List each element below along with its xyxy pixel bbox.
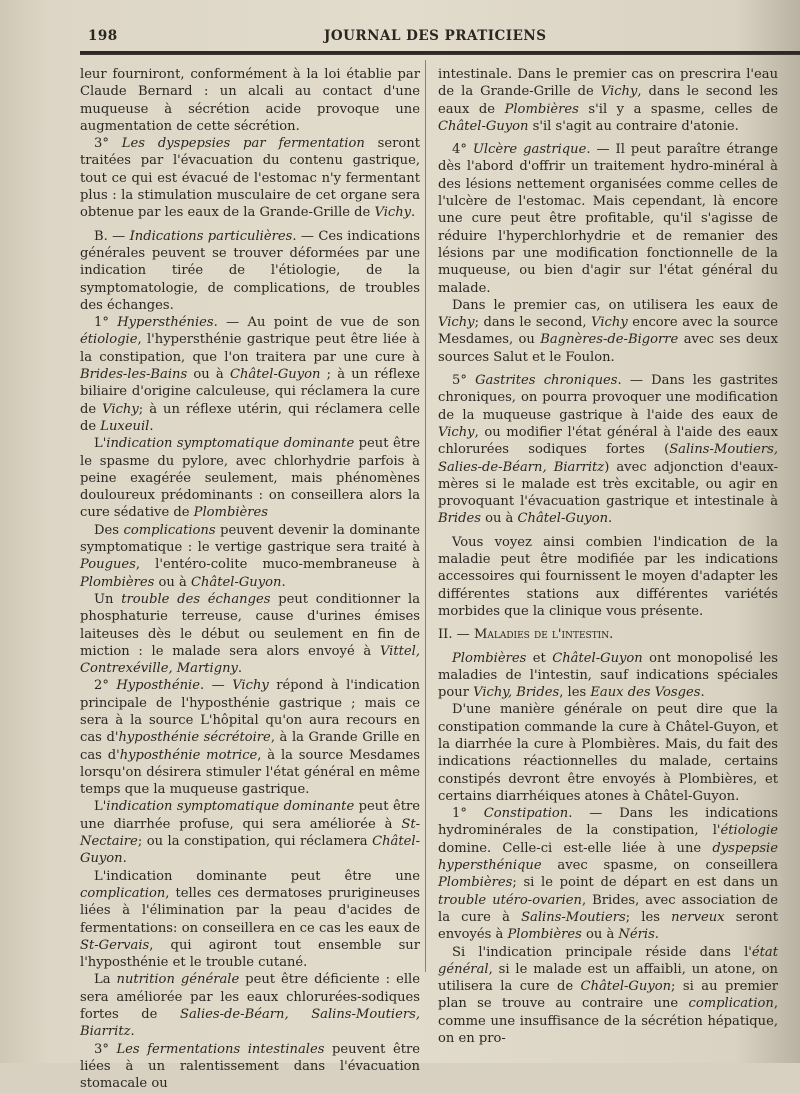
section-b: B. — Indications particulières. — Ces indications générales peuvent se trouver déformées par une indication tirée de l'étiologie, de la symptomatologie, de complications, de troubles des échanges. [80,228,420,313]
section-heading-ii: II. — Maladies de l'intestin. [438,627,614,643]
paragraph: 1° Hypersthénies. — Au point de vue de son étiologie, l'hypersthénie gastrique peut être liée à la constipation, que l'on traitera par une cure à Brides-les-Bains ou à Châtel-Guyon ; à un réflexe biliaire d'origine calculeuse, qui réclamera la cure de Vichy; à un réflexe utérin, qui réclamera celle de Luxeuil. [80,315,420,434]
paragraph: L'indication symptomatique dominante peut être une diarrhée profuse, qui sera améliorée à St-Nectaire; ou la constipation, qui réclamera Châtel-Guyon. [80,799,420,867]
header-rule [80,51,800,55]
paragraph: Vous voyez ainsi combien l'indication de la maladie peut être modifiée par les indications accessoires qui fournissent le moyen d'adapter les différentes stations aux différentes variétés morbides que la clinique vous présente. [438,534,778,619]
paragraph: L'indication symptomatique dominante peut être le spasme du pylore, avec chlorhydrie parfois à peine exagérée seulement, mais phénomènes douloureux prédominants : on conseillera alors la cure sédative de Plombières [80,436,420,521]
running-title: JOURNAL DES PRATICIENS [324,28,547,44]
right-column [438,66,778,1047]
paragraph: L'indication dominante peut être une complication, telles ces dermatoses prurigineuses liées à l'élimination par la peau d'acides de fermentations: on conseillera en ce cas les eaux de St-Gervais, qui agiront tout ensemble sur l'hyposthénie et le trouble cutané. [80,868,420,971]
paragraph: intestinale. Dans le premier cas on prescrira l'eau de la Grande-Grille de Vichy, dans le second les eaux de Plombières s'il y a spasme, celles de Châtel-Guyon s'il s'agit au contraire d'atonie. [438,67,778,134]
paragraph: 1° Constipation. — Dans les indications hydrominérales de la constipation, l'étiologie domine. Celle-ci est-elle liée à une dyspepsie hypersthénique avec spasme, on conseillera Plombières; si le point de départ en est dans un trouble utéro-ovarien, Brides, avec association de la cure à Salins-Moutiers; les nerveux seront envoyés à Plombières ou à Néris. [438,806,779,943]
page-number: 198 [88,28,118,44]
left-column [80,66,420,1093]
paragraph: Des complications peuvent devenir la dominante symptomatique : le vertige gastrique sera traité à Pougues, l'entéro-colite muco-membraneuse à Plombières ou à Châtel-Guyon. [80,522,420,590]
paragraph: Dans le premier cas, on utilisera les eaux de Vichy; dans le second, Vichy encore avec la source Mesdames, ou Bagnères-de-Bigorre avec ses deux sources Salut et le Foulon. [438,297,778,365]
page-header [88,28,788,50]
paragraph: Un trouble des échanges peut conditionner la phosphaturie terreuse, cause d'urines émises laiteuses dès le début ou seulement en fin de miction : le malade sera alors envoyé à Vittel, Contrexéville, Martigny. [80,591,420,677]
paragraph: 2° Hyposthénie. — Vichy répond à l'indication principale de l'hyposthénie gastrique ; mais ce sera à la source L'hôpital qu'on aura recours en cas d'hyposthénie sécrétoire, à la Grande Grille en cas d'hyposthénie motrice, à la source Mesdames lorsqu'on désirera stimuler l'état général en même temps que la muqueuse gastrique. [80,678,420,798]
column-divider [425,60,426,972]
paragraph: 5° Gastrites chroniques. — Dans les gastrites chroniques, on pourra provoquer une modification de la muqueuse gastrique à l'aide des eaux de Vichy, ou modifier l'état général à l'aide des eaux chlorurées sodiques fortes (Salins-Moutiers, Salies-de-Béarn, Biarritz) avec adjonction d'eaux-mères si le malade est très excitable, ou agir en provoquant l'évacuation gastrique et intestinale à Brides ou à Châtel-Guyon. [438,373,778,527]
paragraph: 3° Les fermentations intestinales peuvent être liées à un ralentissement dans l'évacuation stomacale ou [80,1041,421,1092]
paragraph: leur fourniront, conformément à la loi établie par Claude Bernard : un alcali au contact d'une muqueuse à sécrétion acide provoque une augmentation de cette sécrétion. [80,67,420,134]
paragraph: La nutrition générale peut être déficiente : elle sera améliorée par les eaux chlorurées-sodiques fortes de Salies-de-Béarn, Salins-Moutiers, Biarritz. [80,972,420,1040]
paragraph: 3° Les dyspepsies par fermentation seront traitées par l'évacuation du contenu gastrique, tout ce qui est évacué de l'estomac n'y fermentant plus : la stimulation musculaire de cet organe sera obtenue par les eaux de la Grande-Grille de Vichy. [80,136,420,221]
paragraph: Plombières et Châtel-Guyon ont monopolisé les maladies de l'intestin, sauf indications spéciales pour Vichy, Brides, les Eaux des Vosges. [438,650,778,701]
paragraph: 4° Ulcère gastrique. — Il peut paraître étrange dès l'abord d'offrir un traitement hydro-minéral à des lésions nettement organisées comme celles de l'ulcère de l'estomac. Mais cependant, là encore une cure peut être profitable, qu'il s'agisse de réduire l'hyperchlorhydrie et de remanier des lésions par une modification fonctionnelle de la muqueuse, ou bien d'agir sur l'état général du malade. [438,142,778,296]
paragraph: D'une manière générale on peut dire que la constipation commande la cure à Châtel-Guyon, et la diarrhée la cure à Plombières. Mais, du fait des indications réactionnelles du malade, certains constipés devront être envoyés à Plombières, et certains diarrhéiques atones à Châtel-Guyon. [438,702,778,804]
paragraph: Si l'indication principale réside dans l'état général, si le malade est un affaibli, un atone, on utilisera la cure de Châtel-Guyon; si au premier plan se trouve au contraire une complication, comme une insuffisance de la sécrétion hépatique, on en pro- [438,944,778,1047]
